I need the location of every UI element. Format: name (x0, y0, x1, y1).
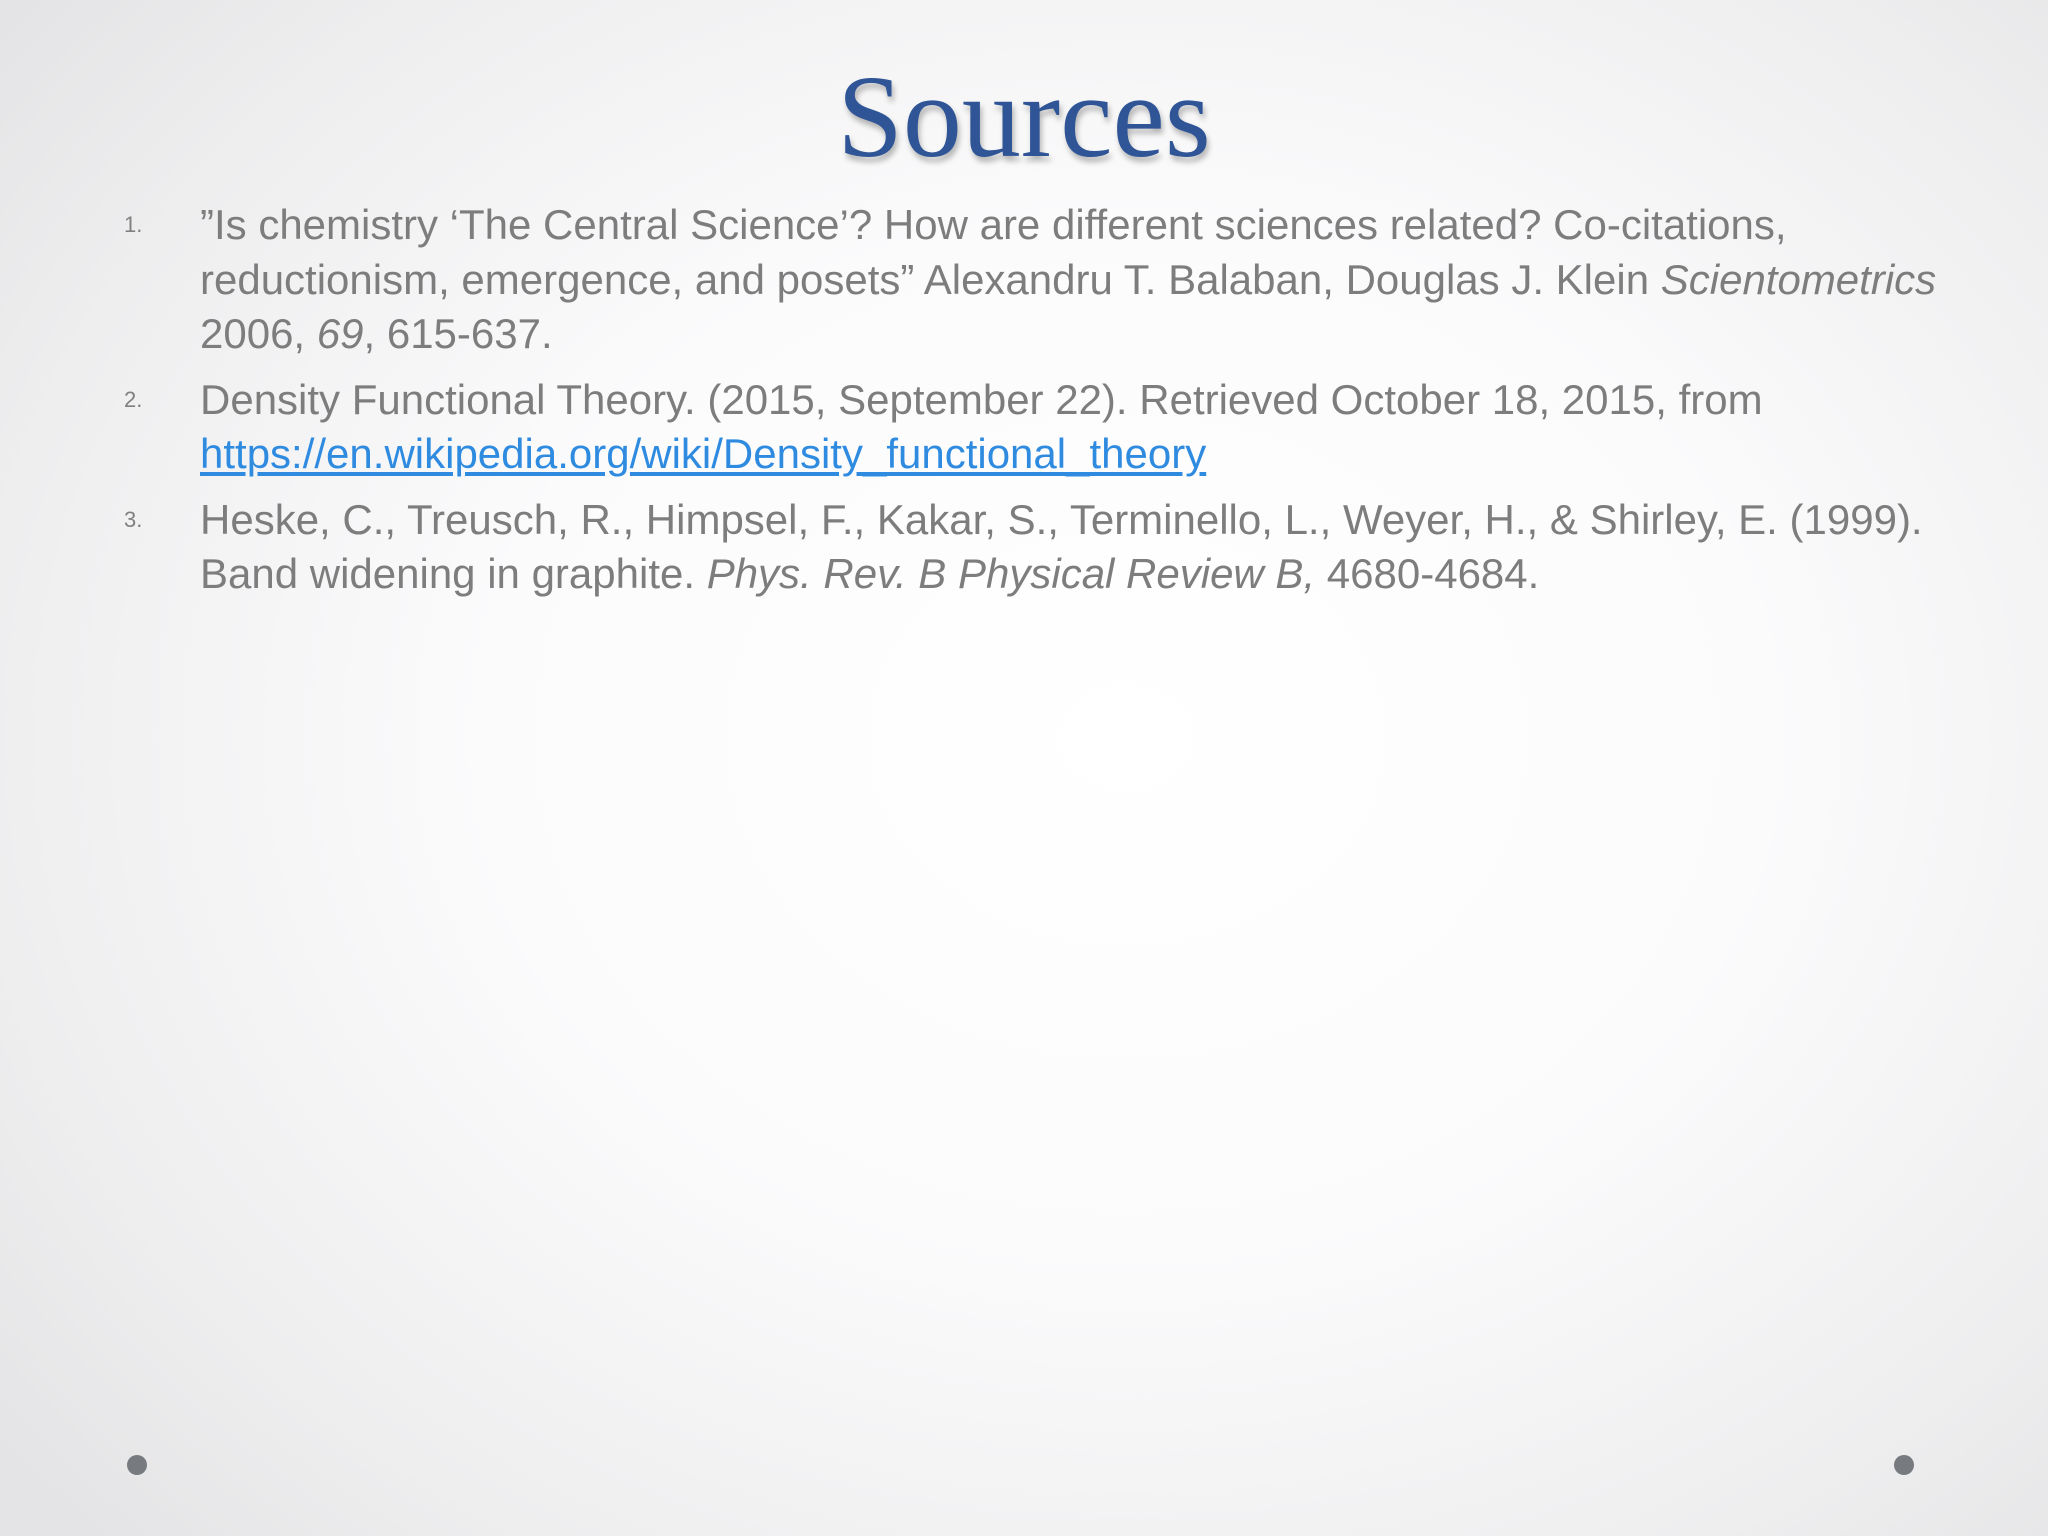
reference-list (0, 198, 2048, 613)
reference-text: Density Functional Theory. (2015, September 22). Retrieved October 18, 2015, from (200, 375, 1763, 423)
reference-item-2 (0, 373, 2048, 482)
reference-item-3 (0, 493, 2048, 602)
reference-text: ”Is chemistry ‘The Central Science’? How are different sciences related? Co-citations, reductionism, emergence, and posets” Alexandru T. Balaban, Douglas J. Klein (200, 201, 1787, 303)
reference-number: 3. (124, 506, 143, 532)
reference-text: Heske, C., Treusch, R., Himpsel, F., Kakar, S., Terminello, L., Weyer, H., & Shirley, E. (1999). Band widening in graphite. (200, 495, 1923, 597)
decorative-dot-right (1894, 1455, 1914, 1475)
reference-journal: Phys. Rev. B Physical Review B, (706, 550, 1316, 597)
reference-year: 2006, (200, 310, 317, 357)
slide-title: Sources (837, 51, 1211, 182)
reference-journal: Scientometrics (1660, 255, 1937, 303)
reference-volume: 69 (316, 310, 364, 357)
decorative-dot-left (127, 1455, 147, 1475)
wikipedia-link[interactable]: https://en.wikipedia.org/wiki/Density_functional_theory (200, 430, 1207, 477)
reference-number: 2. (124, 386, 143, 412)
reference-number: 1. (124, 212, 143, 237)
reference-item-1 (0, 198, 2048, 362)
reference-pages: 4680-4684. (1315, 550, 1540, 597)
reference-pages: , 615-637. (363, 310, 553, 357)
